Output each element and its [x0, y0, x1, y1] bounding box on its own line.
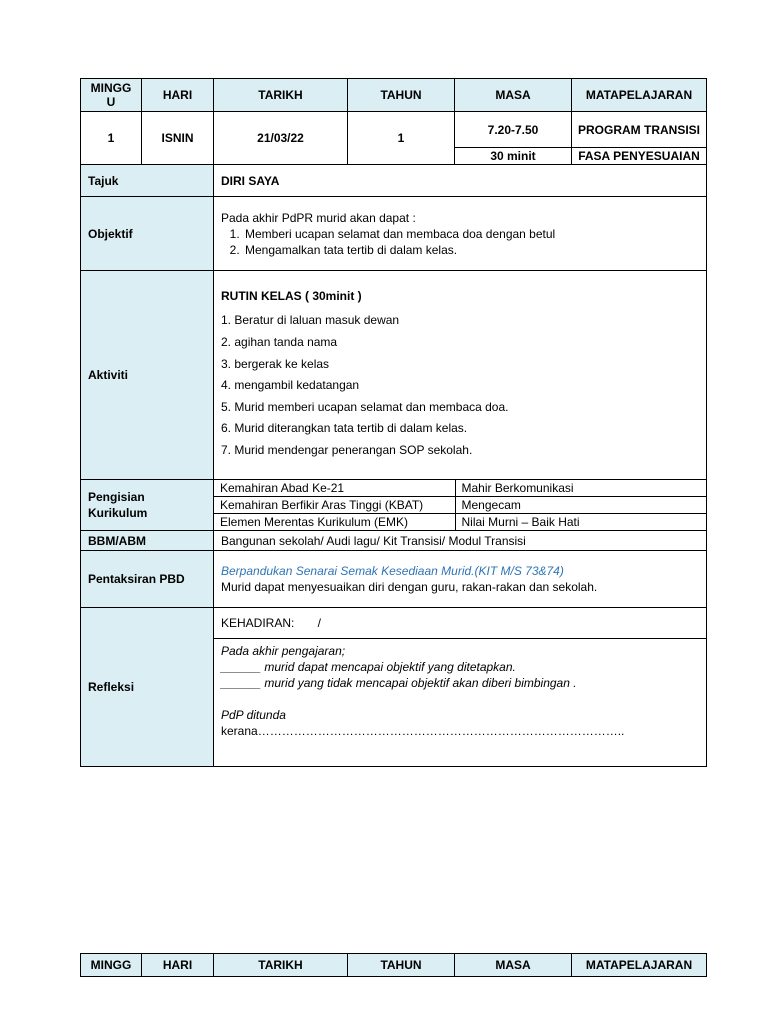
refleksi-kehadiran: KEHADIRAN: / — [214, 608, 707, 639]
objektif-list — [221, 226, 699, 258]
refleksi-row-top — [81, 608, 707, 639]
pbd-guide: Berpandukan Senarai Semak Kesediaan Murid.(KIT M/S 73&74) — [221, 564, 564, 578]
aktiviti-item: 6. Murid diterangkan tata tertib di dalam kelas. — [221, 421, 468, 436]
header-matapelajaran: MATAPELAJARAN — [572, 79, 707, 112]
kurikulum-value: Mengecam — [455, 497, 706, 514]
refleksi-line: Pada akhir pengajaran; — [221, 644, 346, 658]
subject-line2: FASA PENYESUAIAN — [572, 148, 707, 165]
aktiviti-item: 2. agihan tanda nama — [221, 335, 338, 350]
refleksi-content — [214, 639, 707, 767]
aktiviti-label: Aktiviti — [81, 271, 214, 480]
aktiviti-item: 3. bergerak ke kelas — [221, 356, 330, 371]
kurikulum-row-item — [214, 497, 706, 514]
hari-value: ISNIN — [142, 112, 214, 165]
header-minggu: MINGG U — [81, 79, 142, 112]
refleksi-line: ______ murid yang tidak mencapai objektif akan diberi bimbingan . — [221, 676, 577, 690]
objektif-row — [81, 197, 707, 271]
kurikulum-label: Pengisian Kurikulum — [81, 480, 214, 531]
lesson-plan-table — [80, 78, 707, 767]
kurikulum-value: Mahir Berkomunikasi — [455, 480, 706, 497]
header-masa: MASA — [455, 954, 572, 977]
header-row — [81, 79, 707, 112]
kurikulum-value: Nilai Murni – Baik Hati — [455, 514, 706, 531]
header-tarikh: TARIKH — [214, 79, 348, 112]
masa-duration: 30 minit — [455, 148, 572, 165]
refleksi-line: ______ murid dapat mencapai objektif yang ditetapkan. — [221, 660, 516, 674]
tajuk-label: Tajuk — [81, 165, 214, 197]
header-tahun: TAHUN — [348, 79, 455, 112]
objektif-content — [214, 197, 707, 271]
objektif-intro: Pada akhir PdPR murid akan dapat : — [221, 210, 416, 225]
kurikulum-element: Elemen Merentas Kurikulum (EMK) — [214, 514, 455, 531]
kurikulum-content — [214, 480, 707, 531]
kurikulum-row-item — [214, 514, 706, 531]
bbm-row — [81, 531, 707, 551]
minggu-value: 1 — [81, 112, 142, 165]
header-minggu: MINGG — [81, 954, 142, 977]
tahun-value: 1 — [348, 112, 455, 165]
next-page-header-table — [80, 953, 707, 977]
aktiviti-row — [81, 271, 707, 480]
tajuk-value: DIRI SAYA — [214, 165, 707, 197]
next-page-header — [80, 953, 706, 977]
aktiviti-title: RUTIN KELAS ( 30minit ) — [221, 289, 362, 304]
pbd-content — [214, 551, 707, 608]
pbd-outcome: Murid dapat menyesuaikan diri dengan guru, rakan-rakan dan sekolah. — [221, 580, 598, 594]
pbd-row — [81, 551, 707, 608]
objektif-label: Objektif — [81, 197, 214, 271]
objektif-item: 1. Memberi ucapan selamat dan membaca doa dengan betul — [243, 226, 699, 242]
refleksi-line: PdP ditunda — [221, 708, 286, 722]
pbd-label: Pentaksiran PBD — [81, 551, 214, 608]
kurikulum-row-item — [214, 480, 706, 497]
lesson-plan-page — [80, 78, 706, 767]
kurikulum-table — [214, 480, 706, 530]
tarikh-value: 21/03/22 — [214, 112, 348, 165]
bbm-label: BBM/ABM — [81, 531, 214, 551]
kurikulum-element: Kemahiran Abad Ke-21 — [214, 480, 455, 497]
refleksi-label: Refleksi — [81, 608, 214, 767]
kurikulum-element: Kemahiran Berfikir Aras Tinggi (KBAT) — [214, 497, 455, 514]
tajuk-row — [81, 165, 707, 197]
header-tahun: TAHUN — [348, 954, 455, 977]
masa-time: 7.20-7.50 — [455, 112, 572, 148]
bbm-value: Bangunan sekolah/ Audi lagu/ Kit Transisi/ Modul Transisi — [214, 531, 707, 551]
aktiviti-content — [214, 271, 707, 480]
aktiviti-item: 7. Murid mendengar penerangan SOP sekolah. — [221, 442, 473, 457]
header-tarikh: TARIKH — [214, 954, 348, 977]
kurikulum-row — [81, 480, 707, 531]
objektif-item: 2. Mengamalkan tata tertib di dalam kelas. — [243, 242, 699, 258]
header-hari: HARI — [142, 954, 214, 977]
info-row-top — [81, 112, 707, 148]
header-masa: MASA — [455, 79, 572, 112]
subject-line1: PROGRAM TRANSISI — [572, 112, 707, 148]
refleksi-line: kerana……………………………………………………………………………….. — [221, 724, 625, 738]
header-matapelajaran: MATAPELAJARAN — [572, 954, 707, 977]
header-hari: HARI — [142, 79, 214, 112]
aktiviti-item: 4. mengambil kedatangan — [221, 378, 360, 393]
aktiviti-item: 5. Murid memberi ucapan selamat dan membaca doa. — [221, 399, 509, 414]
aktiviti-item: 1. Beratur di laluan masuk dewan — [221, 313, 400, 328]
footer-header-row — [81, 954, 707, 977]
